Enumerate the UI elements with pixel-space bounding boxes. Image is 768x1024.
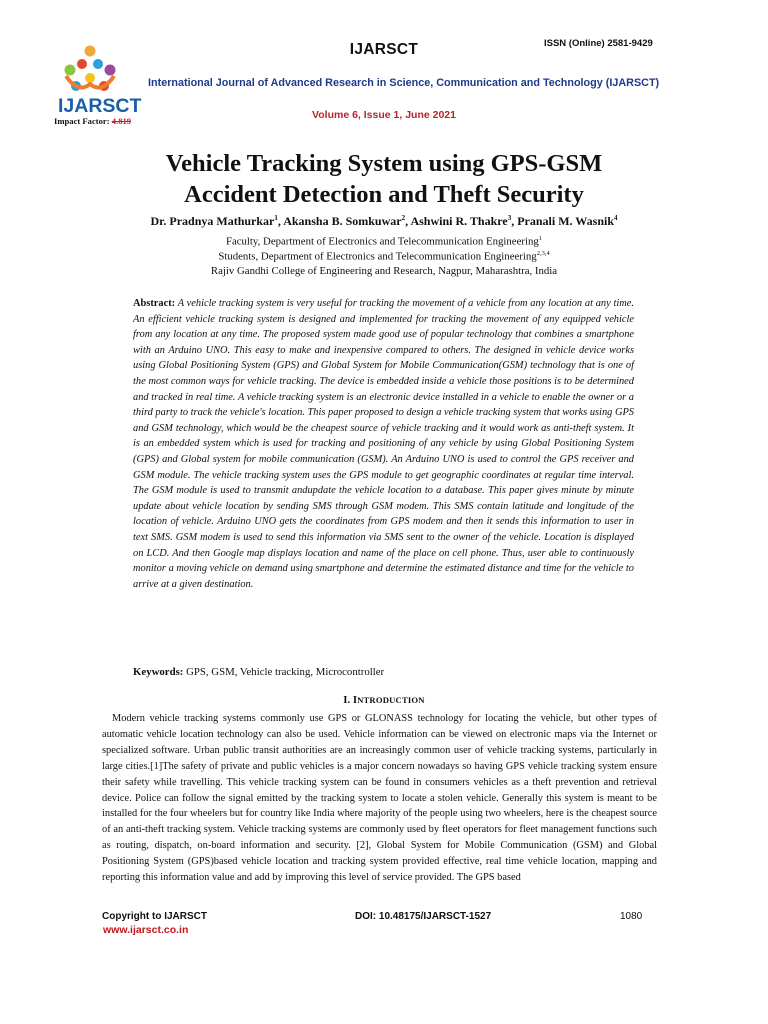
issn-label: ISSN (Online) 2581-9429 [544, 38, 653, 49]
svg-text:IJARSCT: IJARSCT [58, 95, 142, 117]
keywords-label: Keywords: [133, 666, 184, 678]
affiliation-faculty: Faculty, Department of Electronics and Telecommunication Engineering$^1$ [225, 235, 543, 248]
affiliation-institution: Rajiv Gandhi College of Engineering and Research, Nagpur, Maharashtra, India [210, 265, 558, 277]
author-list: Dr. Pradnya Mathurkar$^1$, Akansha B. Somkuwar$^2$, Ashwini R. Thakre$^3$, Pranali M. Wasnik$^4$ [150, 214, 618, 228]
author: Akansha B. Somkuwar [283, 214, 402, 228]
volume-issue: Volume 6, Issue 1, June 2021 [312, 109, 456, 121]
copyright-notice: Copyright to IJARSCT [102, 911, 207, 922]
keywords [133, 666, 384, 678]
author: Dr. Pradnya Mathurkar [150, 214, 275, 228]
journal-abbreviation: IJARSCT [349, 41, 419, 58]
website-link[interactable]: www.ijarsct.co.in [103, 924, 189, 936]
affiliation-students: Students, Department of Electronics and Telecommunication Engineering$^{2,3,4}$ [218, 250, 550, 263]
introduction-paragraph: Modern vehicle tracking systems commonly use GPS or GLONASS technology for locating the vehicle, but other types of automatic vehicle location technology can also be used. Vehicle information can be viewed on electronic maps via the Internet or specialized software. Urban public transit authorities are an increasingly common user of vehicle tracking systems, particularly in large cities.[1]The safety of private and public vehicles is a major concern nowadays so having GPS vehicle tracking system ensure their safety while travelling. This vehicle tracking system can be found in consumers vehicles as a theft prevention and retrieval device. Police can follow the signal emitted by the tracking system to locate a stolen vehicle. Generally this system is meant to be installed for the four wheelers but for country like India where majority of the people using two wheelers, here is the cheapest source of an anti-theft tracking system. Vehicle tracking systems are commonly used by fleet operators for fleet management functions such as routing, dispatch, on-board information and security. [2], Global System for Mobile Communication (GSM) and Global Positioning System (GPS)based vehicle location and tracking system provided effective, real time vehicle location, mapping and reporting this information value and add by improving this level of service provided. The GPS based [102, 713, 657, 884]
paper-title [60, 148, 708, 210]
section-heading-introduction: I. INTRODUCTION [343, 694, 425, 706]
title-line-2: Accident Detection and Theft Security [184, 181, 584, 208]
impact-factor-value: 4.819 [111, 116, 132, 126]
journal-full-name: International Journal of Advanced Research in Science, Communication and Technology (IJARSCT) [148, 77, 660, 89]
keywords-text: GPS, GSM, Vehicle tracking, Microcontroller [183, 666, 385, 678]
impact-factor: Impact Factor: 4.819 [54, 116, 132, 126]
page-number: 1080 [620, 911, 643, 922]
abstract-text: A vehicle tracking system is very useful for tracking the movement of a vehicle from any location at any time. An efficient vehicle tracking system is designed and implemented for tracking the movement of any equipped vehicle from any location at any time. The proposed system made good use of popular technology that combines a smartphone with an Arduino UNO. This easy to make and inexpensive compared to others. The designed in vehicle device works using Global Positioning System (GPS) and Global System for Mobile Communication(GSM) technology that is one of the most common ways for vehicle tracking. The device is embedded inside a vehicle those positions is to be determined and tracked in real time. A vehicle tracking system is an electronic device installed in a vehicle to enable the owner or a third party to track the vehicle's location. This paper proposed to design a vehicle tracking system that works using GPS and GSM technology, which would be the cheapest source of vehicle tracking and it would work as anti-theft system. It is an embedded system which is used for tracking and positioning of any vehicle by using Global Positioning System (GPS) and Global system for mobile communication (GSM). An Arduino UNO is used to control the GPS receiver and GSM module. The vehicle tracking system uses the GPS module to get geographic coordinates at regular time interval. The GSM module is used to transmit andupdate the vehicle location to a database. This paper gives minute by minute update about vehicle location by sending SMS through GSM modem. This SMS contain latitude and longitude of the location of vehicle. Arduino UNO gets the coordinates from GPS modem and then it sends this information to user in text SMS. GSM modem is used to send this information via SMS sent to the owner of the vehicle. Location is displayed on LCD. And then Google map displays location and name of the place on cell phone. Thus, user able to continuously monitor a moving vehicle on demand using smartphone and determine the estimated distance and time for the vehicle to arrive at a given destination. [133, 298, 634, 590]
author: Ashwini R. Thakre [410, 214, 508, 228]
abstract [133, 296, 634, 592]
author: Pranali M. Wasnik [517, 214, 614, 228]
title-line-1: Vehicle Tracking System using GPS-GSM [165, 150, 603, 177]
abstract-label: Abstract: [133, 298, 176, 309]
doi-link[interactable]: DOI: 10.48175/IJARSCT-1527 [355, 911, 492, 922]
